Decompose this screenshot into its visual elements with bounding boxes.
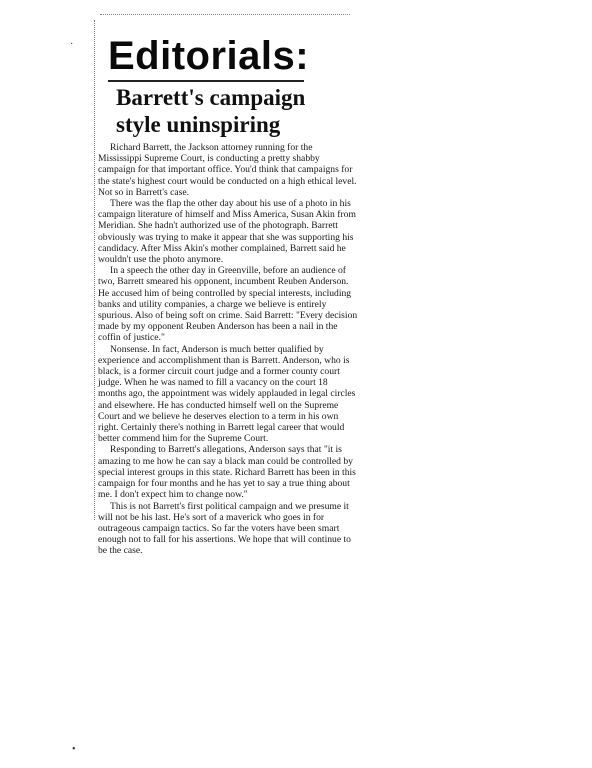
article-paragraph: This is not Barrett's first political campaign and we presume it will not be his last. He's sort of a maverick who goes in for outrageous campaign tactics. So far the voters have been smart enough not to fall for his assertions. We hope that will continue to be the case. <box>98 500 351 557</box>
scan-speck: • <box>72 744 76 755</box>
editorial-headline <box>116 84 356 138</box>
article-paragraph: Richard Barrett, the Jackson attorney running for the Mississippi Supreme Court, is conducting a pretty shabby campaign for that important office. You'd think that campaigns for the state's highest court would be conducted on a high ethical level. Not so in Barrett's case. <box>98 142 357 198</box>
article-paragraph: Responding to Barrett's allegations, Anderson says that "it is amazing to me how he can say a black man could be controlled by special interest groups in this state. Richard Barrett has been in this campaign for four months and he has yet to say a true thing about me. I don't expect him to change now." <box>98 444 356 501</box>
scan-speck: · <box>70 39 74 50</box>
section-title: Editorials: <box>108 34 310 78</box>
title-underline <box>108 80 304 82</box>
article-paragraph: There was the flap the other day about his use of a photo in his campaign literature of himself and Miss America, Susan Akin from Meridian. She hadn't authorized use of the photograph. Barrett obviously was trying to make it appear that she was supporting his candidacy. After Miss Akin's mother complained, Barrett said he wouldn't use the photo anymore. <box>98 198 356 266</box>
headline-line-2: style uninspiring <box>116 112 281 137</box>
article-body <box>98 142 358 557</box>
newspaper-clipping <box>94 18 366 557</box>
clipping-edge-top <box>100 14 350 16</box>
article-paragraph: In a speech the other day in Greenville, before an audience of two, Barrett smeared his opponent, incumbent Reuben Anderson. He accused him of being controlled by special interests, including banks and utility companies, a charge we believe is entirely spurious. Also of being soft on crime. Said Barrett: "Every decision made by my opponent Reuben Anderson has been a nail in the coffin of justice." <box>98 265 358 344</box>
article-paragraph: Nonsense. In fact, Anderson is much better qualified by experience and accomplishment than is Barrett. Anderson, who is black, is a former circuit court judge and a former county court judge. When he was named to fill a vacancy on the court 18 months ago, the appointment was widely applauded in legal circles and elsewhere. He has conducted himself well on the Supreme Court and we believe he deserves election to a term in his own right. Certainly there's nothing in Barrett legal career that would better commend him for the Supreme Court. <box>98 343 356 445</box>
headline-line-1: Barrett's campaign <box>116 85 306 110</box>
